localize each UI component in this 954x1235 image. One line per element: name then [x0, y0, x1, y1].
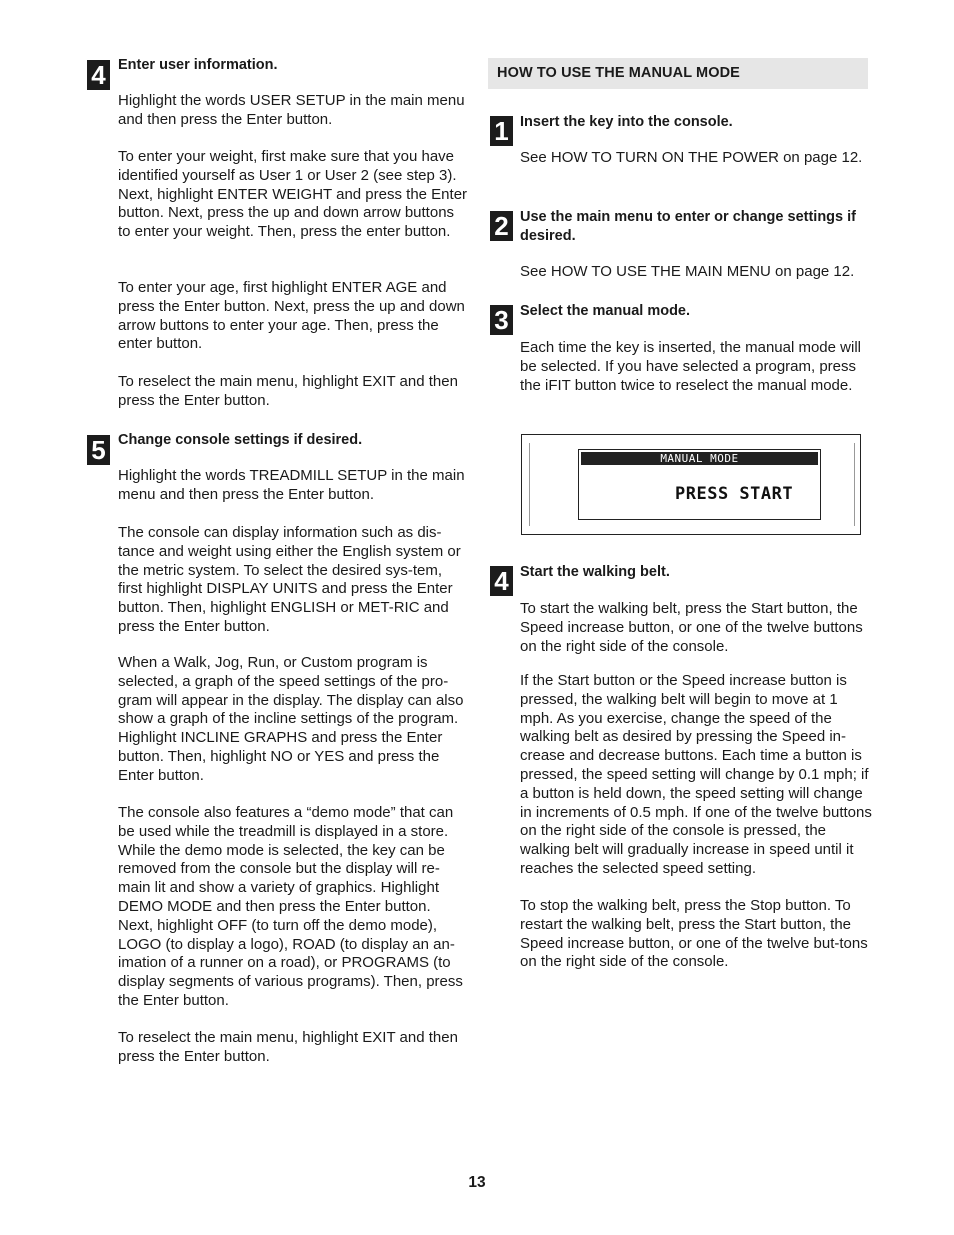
- step-paragraph: When a Walk, Jog, Run, or Custom program is selected, a graph of the speed settings of the pro-gram will appear in the display. The display can also show a graph of the incline settings of the program. Highlight INCLINE GRAPHS and press the Enter button. Then, highlight NO or YES and press the Enter button.: [118, 654, 464, 784]
- step-heading: Change console settings if desired.: [118, 432, 363, 448]
- step-heading: Use the main menu to enter or change settings if desired.: [520, 209, 856, 244]
- step-paragraph: To enter your age, first highlight ENTER AGE and press the Enter button. Next, press the up and down arrow buttons to enter your age. Then, press the enter button.: [118, 279, 465, 353]
- step-heading: Enter user information.: [118, 57, 278, 73]
- step-paragraph: To reselect the main menu, highlight EXIT and then press the Enter button.: [118, 373, 458, 409]
- step-paragraph: The console also features a “demo mode” that can be used while the treadmill is displayed in a store. While the demo mode is selected, the key can be removed from the console but the display will re-main lit and show a variety of graphics. Highlight DEMO MODE and then press the Enter button. Next, highlight OFF (to turn off the demo mode), LOGO (to display a logo), ROAD (to display an an-imation of a runner on a road), or PROGRAMS (to display segments of various programs). Then, press the Enter button.: [118, 804, 463, 1009]
- step-number-badge: 5: [87, 435, 110, 465]
- step-paragraph: If the Start button or the Speed increase button is pressed, the walking belt will begin to move at 1 mph. As you exercise, change the speed of the walking belt as desired by pressing the Speed in-crease and decrease buttons. Each time a button is pressed, the speed setting will change by 0.1 mph; if a button is held down, the speed setting will change in increments of 0.5 mph. If one of the twelve buttons on the right side of the console is pressed, the walking belt will gradually increase in speed until it reaches the selected speed setting.: [520, 672, 872, 877]
- step-paragraph: See HOW TO TURN ON THE POWER on page 12.: [520, 149, 863, 166]
- step-heading: Insert the key into the console.: [520, 114, 733, 130]
- page-number: 13: [468, 1174, 486, 1191]
- console-display-bezel: [529, 443, 855, 526]
- step-paragraph: To reselect the main menu, highlight EXIT and then press the Enter button.: [118, 1029, 458, 1065]
- display-message: PRESS START: [675, 484, 794, 504]
- step-heading: Select the manual mode.: [520, 303, 691, 319]
- step-number-badge: 3: [490, 305, 513, 335]
- step-paragraph: To enter your weight, first make sure that you have identified yourself as User 1 or User 2 (see step 3). Next, highlight ENTER WEIGHT and press the Enter button. Next, press the up and down arrow buttons to enter your weight. Then, press the enter button.: [118, 148, 468, 241]
- step-paragraph: The console can display information such as dis-tance and weight using either the English system or the metric system. To select the desired sys-tem, first highlight DISPLAY UNITS and press the Enter button. Then, highlight ENGLISH or MET-RIC and press the Enter button.: [118, 524, 461, 635]
- step-number-badge: 2: [490, 211, 513, 241]
- step-number-badge: 4: [490, 566, 513, 596]
- section-title: HOW TO USE THE MANUAL MODE: [497, 65, 740, 81]
- console-display-illustration: [521, 434, 861, 535]
- step-paragraph: Highlight the words TREADMILL SETUP in the main menu and then press the Enter button.: [118, 467, 465, 503]
- console-display-screen: [578, 449, 821, 520]
- step-paragraph: Highlight the words USER SETUP in the main menu and then press the Enter button.: [118, 92, 465, 128]
- step-paragraph: See HOW TO USE THE MAIN MENU on page 12.: [520, 263, 855, 280]
- step-paragraph: Each time the key is inserted, the manual mode will be selected. If you have selected a program, press the iFIT button twice to reselect the manual mode.: [520, 339, 861, 394]
- section-title-band: [488, 58, 868, 89]
- step-paragraph: To start the walking belt, press the Start button, the Speed increase button, or one of the twelve buttons on the right side of the console.: [520, 600, 863, 655]
- step-number-badge: 4: [87, 60, 110, 90]
- display-title-bar: MANUAL MODE: [581, 452, 818, 465]
- step-heading: Start the walking belt.: [520, 564, 670, 580]
- step-paragraph: To stop the walking belt, press the Stop button. To restart the walking belt, press the Start button, the Speed increase button, or one of the twelve but-tons on the right side of the console.: [520, 897, 868, 971]
- step-number-badge: 1: [490, 116, 513, 146]
